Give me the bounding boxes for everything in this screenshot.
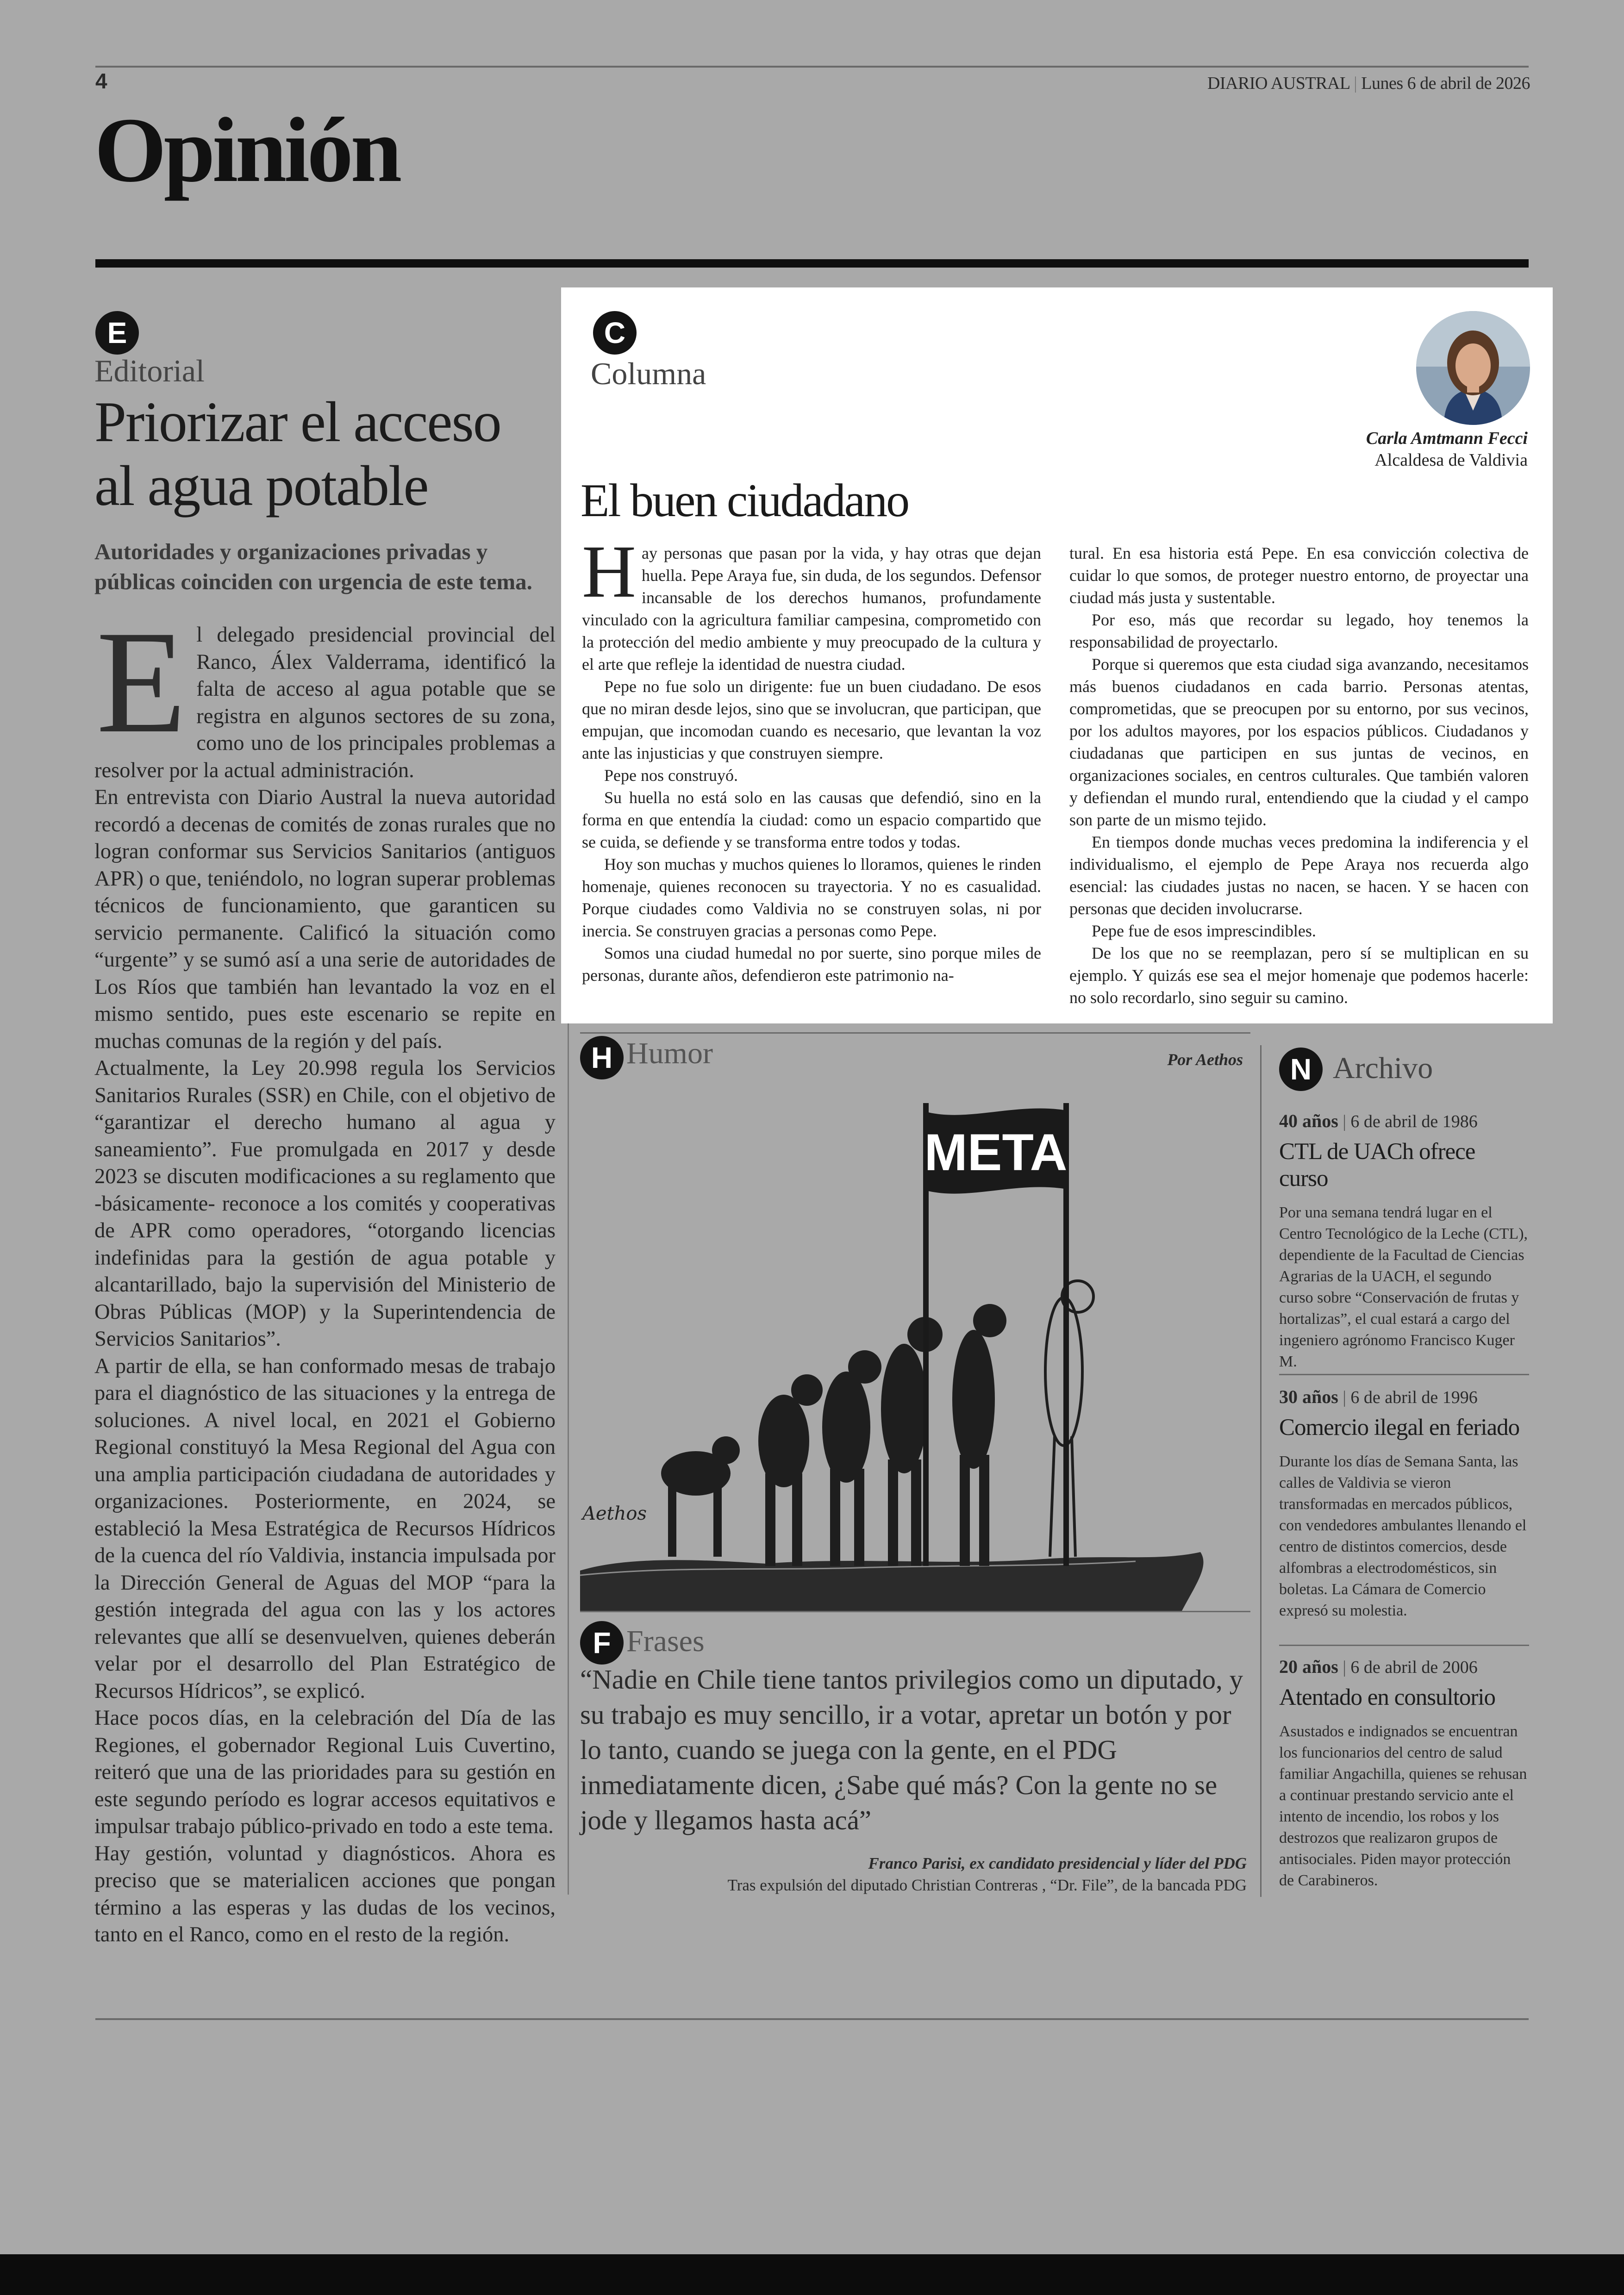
archive-body: Durante los días de Semana Santa, las calles de Valdivia se vieron transformadas en mercados públicos, con vendedores ambulantes llenando el centro de distintos comercios, desde alfombras a electrodomésticos, sin boletas. La Cámara de Comercio expresó su molestia. (1279, 1453, 1527, 1619)
header-rule (95, 66, 1529, 68)
issue-date: Lunes 6 de abril de 2026 (1361, 74, 1530, 93)
frases-author: Franco Parisi, ex candidato presidencial y líder del PDG (868, 1854, 1247, 1872)
author-role: Alcaldesa de Valdivia (1374, 450, 1528, 470)
column-paragraph: Somos una ciudad humedal no por suerte, sino porque miles de personas, durante años, defendieron este patrimonio na- (582, 944, 1041, 985)
archive-years: 30 años (1279, 1386, 1338, 1407)
archive-entry-meta: 30 años | 6 de abril de 1996 (1279, 1386, 1478, 1407)
column-paragraph: tural. En esa historia está Pepe. En esa convicción colectiva de cuidar lo que somos, de proteger nuestro entorno, de proyectar una ciudad más justa y sustentable. (1069, 544, 1529, 607)
editorial-headline-line1: Priorizar el acceso (94, 390, 501, 454)
section-title: Opinión (94, 99, 400, 201)
editorial-headline (94, 390, 553, 518)
frases-badge: F (580, 1621, 624, 1665)
archive-years: 20 años (1279, 1656, 1338, 1677)
humor-kicker: Humor (626, 1036, 713, 1070)
humor-cartoon (580, 1075, 1250, 1611)
archive-entry (1279, 1656, 1529, 1891)
archive-entry-meta: 40 años | 6 de abril de 1986 (1279, 1110, 1478, 1131)
frases-quote: “Nadie en Chile tiene tantos privilegios como un diputado, y su trabajo es muy sencillo, ir a votar, apretar un botón y por lo tanto, cuando se juega con la gente, en el PDG inmediatamente dicen, ¿Sabe qué más? Con la gente no se jode y llegamos hasta acá” (580, 1664, 1243, 1835)
archive-title: Comercio ilegal en feriado (1279, 1415, 1520, 1441)
column-paragraph: Pepe nos construyó. (604, 766, 738, 785)
editorial-paragraph: A partir de ella, se han conformado mesas de trabajo para el diagnóstico de las situaciones y la entrega de soluciones. A nivel local, en 2021 el Gobierno Regional constituyó la Mesa Regional del Agua con una amplia participación ciudadana de autoridades y organizaciones. Posteriormente, en 2024, se estableció la Mesa Estratégica de Recursos Hídricos de la cuenca del río Valdivia, instancia impulsada por la Dirección General de Aguas del MOP “para la gestión integrada del agua con las y los actores relevantes que allí se desenvuelven, quienes deberán velar por el desarrollo del Plan Estratégico de Recursos Hídricos”, se explicó. (94, 1354, 556, 1703)
column-kicker: Columna (591, 356, 706, 391)
editorial-deck: Autoridades y organizaciones privadas y públicas coinciden con urgencia de este tema. (94, 539, 532, 594)
archive-title: Atentado en consultorio (1279, 1684, 1496, 1710)
column-paragraph: ay personas que pasan por la vida, y hay otras que dejan huella. Pepe Araya fue, sin duda, de los segundos. Defensor incansable de los derechos humanos, profundamente vinculado con la agricultura familiar campesina, comprometido con la protección del medio ambiente y muy preocupado de la cultura y el arte que refleje la identidad de nuestra ciudad. (582, 544, 1041, 674)
archive-date: 6 de abril de 1996 (1350, 1388, 1478, 1407)
column-paragraph: Hoy son muchas y muchos quienes lo lloramos, quienes le rinden homenaje, quienes reconocen su trayectoria. Y no es casualidad. Porque ciudades como Valdivia no se construyen solas, ni por inercia. Se construyen gracias a personas como Pepe. (582, 855, 1041, 940)
editorial-paragraph: Hace pocos días, en la celebración del Día de las Regiones, el gobernador Regional Luis Cuvertino, reiteró que una de las prioridades para su gestión en este segundo período es lograr accesos equitativos e impulsar trabajo público-privado en todo a este tema. (94, 1706, 556, 1838)
section-rule (95, 259, 1529, 268)
column-paragraph: Pepe fue de esos imprescindibles. (1092, 922, 1316, 940)
archive-badge: N (1279, 1048, 1323, 1091)
archive-entry (1279, 1386, 1529, 1621)
editorial-headline-line2: al agua potable (94, 454, 428, 518)
column-paragraph: En tiempos donde muchas veces predomina la indiferencia y el individualismo, el ejemplo de Pepe Araya nos recuerda algo esencial: las ciudades justas no nacen, se hacen. Y se hacen con personas que deciden involucrarse. (1069, 833, 1529, 918)
page-number: 4 (95, 69, 107, 93)
editorial-lead: l delegado presidencial provincial del Ranco, Álex Valderrama, identificó la falta de acceso al agua potable que se registra en algunos sectores de su zona, como uno de los principales problemas a resolver por la actual administración. (94, 623, 556, 782)
editorial-paragraph: En entrevista con Diario Austral la nueva autoridad recordó a decenas de comités de zonas rurales que no logran conformar sus Servicios Sanitarios (antiguos APR) o que, teniéndolo, no logran superar problemas técnicos de funcionamiento, que garanticen su servicio permanente. Calificó la situación como “urgente” y se sumó así a una serie de autoridades de Los Ríos que también han levantado la voz en el mismo sentido, pues este escenario se repite en muchas comunas de la región y del país. (94, 786, 556, 1053)
archive-entry (1279, 1110, 1529, 1372)
author-avatar (1416, 311, 1530, 425)
cartoon-signature: Aethos (582, 1503, 647, 1524)
archive-body: Asustados e indignados se encuentran los funcionarios del centro de salud familiar Angachilla, quienes se rehusan a continuar prestando servicio ante el intento de incendio, los robos y los destrozos que realizaron grupos de antisociales. Piden mayor protección de Carabineros. (1279, 1723, 1527, 1889)
editorial-badge: E (95, 311, 139, 355)
viewer-bottom-bar (0, 2254, 1624, 2295)
archive-entry-meta: 20 años | 6 de abril de 2006 (1279, 1656, 1478, 1677)
column-paragraph: Pepe no fue solo un dirigente: fue un buen ciudadano. De esos que no miran desde lejos, sino que se involucran, que participan, que empujan, que incomodan cuando es necesario, que levantan la voz ante las injusticias y que construyen siempre. (582, 677, 1041, 762)
archive-rule (1279, 1374, 1529, 1375)
column-text-left (582, 530, 1041, 986)
editorial-paragraph: Hay gestión, voluntad y diagnósticos. Ahora es preciso que se materialicen acciones que pongan término a las esperas y las dudas de los vecinos, tanto en el Ranco, como en el resto de la región. (94, 1841, 556, 1946)
archive-years: 40 años (1279, 1110, 1338, 1131)
column-badge: C (593, 311, 637, 355)
humor-badge: H (580, 1036, 624, 1079)
column-text-right (1069, 542, 1529, 1009)
cartoon-banner-text: META (924, 1123, 1068, 1181)
column-paragraph: De los que no se reemplazan, pero sí se multiplican en su ejemplo. Y quizás ese sea el mejor homenaje que podemos hacerle: no solo recordarlo, sino seguir su camino. (1069, 944, 1529, 1007)
column-paragraph: Su huella no está solo en las causas que defendió, sino en la forma en que entendía la ciudad: como un espacio compartido que se cuida, se defiende y se transforma entre todos y todas. (582, 788, 1041, 851)
archive-date: 6 de abril de 2006 (1350, 1658, 1478, 1677)
editorial-paragraph: Actualmente, la Ley 20.998 regula los Servicios Sanitarios Rurales (SSR) en Chile, con el objetivo de “garantizar el derecho humano al agua y saneamiento”. Fue promulgada en 2017 y desde 2023 se discuten modificaciones a su reglamento que -básicamente- reconoce a los comités y cooperativas de APR como operadores, “otorgando licencias indefinidas para la gestión de agua potable y alcantarillado, bajo la supervisión del Ministerio de Obras Públicas (MOP) y la Superintendencia de Servicios Sanitarios”. (94, 1056, 556, 1351)
editorial-dropcap: E (96, 600, 187, 763)
editorial-kicker: Editorial (94, 353, 205, 388)
archive-date: 6 de abril de 1986 (1350, 1112, 1478, 1131)
masthead: DIARIO AUSTRAL | Lunes 6 de abril de 2026 (1207, 74, 1530, 93)
editorial-body (94, 600, 556, 1949)
archive-title: CTL de UACh ofrece curso (1279, 1139, 1475, 1191)
humor-byline: Por Aethos (1167, 1050, 1243, 1069)
archive-kicker: Archivo (1333, 1051, 1433, 1085)
frases-rule (580, 1611, 1250, 1612)
archive-divider (1260, 1045, 1262, 1897)
frases-kicker: Frases (626, 1624, 705, 1658)
footer-rule (95, 2018, 1529, 2020)
column-paragraph: Porque si queremos que esta ciudad siga avanzando, necesitamos más buenos ciudadanos en cada barrio. Personas atentas, comprometidas, que se preocupen por su entorno, por sus vecinos, por los adultos mayores, por los espacios públicos. Ciudadanos y ciudadanas que participen en sus juntas de vecinos, en organizaciones sociales, en centros culturales. Que también valoren y defiendan el mundo rural, entendiendo que la ciudad y el campo son parte de un mismo tejido. (1069, 655, 1529, 829)
frases-context: Tras expulsión del diputado Christian Contreras , “Dr. File”, de la bancada PDG (727, 1876, 1247, 1894)
column-title: El buen ciudadano (581, 474, 909, 527)
humor-rule (580, 1032, 1250, 1034)
masthead-name: DIARIO AUSTRAL (1207, 74, 1350, 93)
author-name: Carla Amtmann Fecci (1366, 429, 1528, 448)
column-paragraph: Por eso, más que recordar su legado, hoy tenemos la responsabilidad de proyectarlo. (1069, 611, 1529, 651)
archive-rule (1279, 1645, 1529, 1646)
archive-body: Por una semana tendrá lugar en el Centro Tecnológico de la Leche (CTL), dependiente de la Facultad de Ciencias Agrarias de la UACH, el segundo curso sobre “Conservación de frutas y hortalizas”, el cual estará a cargo del ingeniero agrónomo Francisco Kuger M. (1279, 1204, 1528, 1370)
column-dropcap: H (582, 530, 636, 613)
